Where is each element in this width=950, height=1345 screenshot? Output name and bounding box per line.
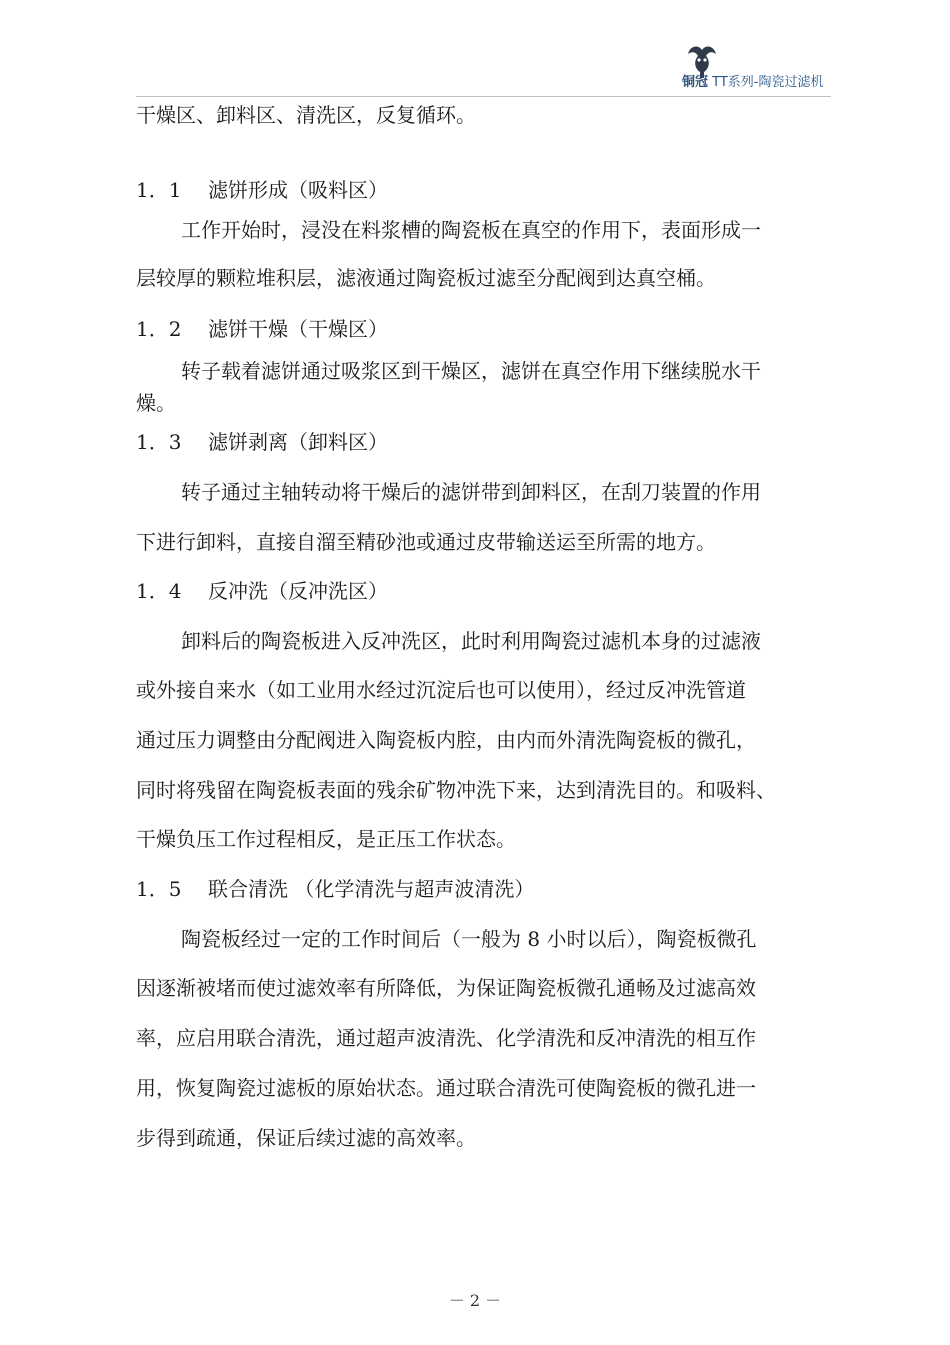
paragraph-line: 同时将残留在陶瓷板表面的残余矿物冲洗下来，达到清洗目的。和吸料、 (136, 778, 776, 802)
section-number: 1．1 (136, 178, 182, 202)
paragraph-line: 工作开始时，浸没在料浆槽的陶瓷板在真空的作用下，表面形成一 (181, 218, 761, 242)
paragraph-line: 燥。 (136, 391, 176, 415)
header-series: TT系列-陶瓷过滤机 (712, 75, 824, 90)
paragraph-line: 转子载着滤饼通过吸浆区到干燥区，滤饼在真空作用下继续脱水干 (181, 359, 761, 383)
paragraph-line: 干燥区、卸料区、清洗区，反复循环。 (136, 103, 476, 127)
section-heading-1-5 (136, 874, 534, 904)
paragraph-line: 卸料后的陶瓷板进入反冲洗区，此时利用陶瓷过滤机本身的过滤液 (181, 629, 761, 653)
section-number: 1．3 (136, 430, 182, 454)
page-number: － 2 － (448, 1291, 502, 1310)
paragraph-line: 步得到疏通，保证后续过滤的高效率。 (136, 1126, 476, 1150)
section-heading-1-3 (136, 427, 388, 457)
header-divider (136, 96, 831, 97)
section-title: 滤饼形成（吸料区） (208, 178, 388, 202)
paragraph-line: 下进行卸料，直接自溜至精砂池或通过皮带输送运至所需的地方。 (136, 530, 716, 554)
section-title: 滤饼剥离（卸料区） (208, 430, 388, 454)
paragraph-line: 用，恢复陶瓷过滤板的原始状态。通过联合清洗可使陶瓷板的微孔进一 (136, 1076, 756, 1100)
header-brand: 铜冠 (682, 75, 709, 90)
header-title (682, 71, 824, 90)
paragraph-line: 干燥负压工作过程相反，是正压工作状态。 (136, 827, 516, 851)
section-title: 反冲洗（反冲洗区） (208, 579, 388, 603)
paragraph-line: 转子通过主轴转动将干燥后的滤饼带到卸料区，在刮刀装置的作用 (181, 480, 761, 504)
section-number: 1．5 (136, 877, 182, 901)
paragraph-line: 或外接自来水（如工业用水经过沉淀后也可以使用），经过反冲洗管道 (136, 678, 746, 702)
paragraph-line: 层较厚的颗粒堆积层，滤液通过陶瓷板过滤至分配阀到达真空桶。 (136, 266, 716, 290)
section-number: 1．4 (136, 579, 182, 603)
paragraph-line: 率，应启用联合清洗，通过超声波清洗、化学清洗和反冲清洗的相互作 (136, 1026, 756, 1050)
paragraph-line: 陶瓷板经过一定的工作时间后（一般为 8 小时以后），陶瓷板微孔 (181, 927, 757, 951)
section-heading-1-1 (136, 175, 388, 205)
paragraph-line: 因逐渐被堵而使过滤效率有所降低，为保证陶瓷板微孔通畅及过滤高效 (136, 976, 756, 1000)
section-heading-1-4 (136, 576, 388, 606)
page-header (682, 42, 862, 90)
section-number: 1．2 (136, 317, 182, 341)
section-heading-1-2 (136, 314, 388, 344)
paragraph-line: 通过压力调整由分配阀进入陶瓷板内腔，由内而外清洗陶瓷板的微孔， (136, 728, 756, 752)
section-title: 滤饼干燥（干燥区） (208, 317, 388, 341)
section-title: 联合清洗 （化学清洗与超声波清洗） (208, 877, 535, 901)
